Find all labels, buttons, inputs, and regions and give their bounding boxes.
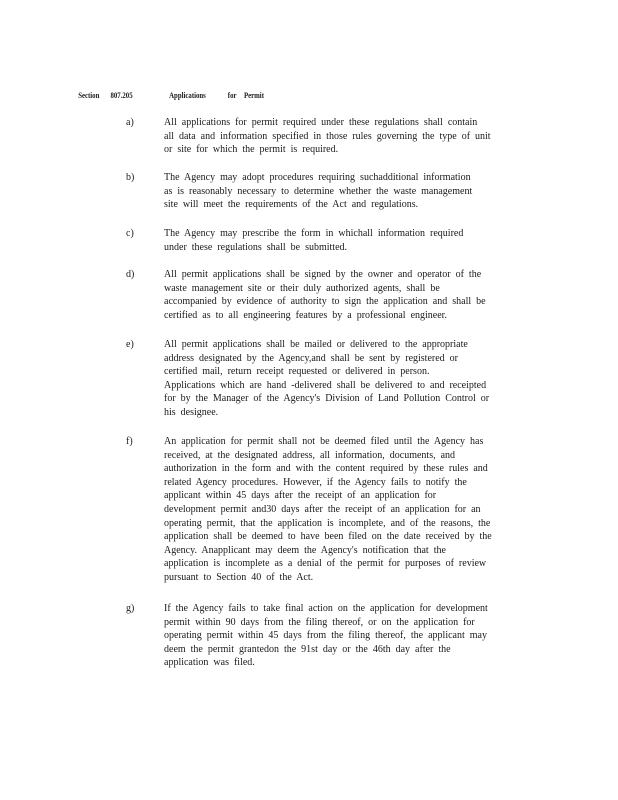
text-line: site will meet the requirements of the Act and regulations.	[164, 199, 419, 211]
text-line: related Agency procedures. However, if the Agency fails to notify the	[164, 476, 467, 488]
text-line: All permit applications shall be signed by the owner and operator of the	[164, 269, 482, 280]
subsection-label: e)	[126, 339, 134, 350]
text-line: An application for permit shall not be deemed filed until the Agency has	[164, 436, 484, 447]
text-line: received, at the designated address, all information, documents, and	[164, 449, 456, 461]
section-number: 807.205	[110, 91, 133, 100]
section-title-word: Applications	[169, 91, 206, 100]
subsection-text	[164, 227, 524, 254]
text-line: All applications for permit required under these regulations shall contain	[164, 117, 478, 128]
text-line: waste management site or their duly authorized agents, shall be	[164, 282, 440, 294]
text-line: Agency. Anapplicant may deem the Agency's notification that the	[164, 544, 446, 556]
text-line: application is incomplete as a denial of the permit for purposes of review	[164, 558, 487, 570]
text-line: operating permit, that the application is incomplete, and of the reasons, the	[164, 517, 491, 529]
text-line: certified mail, return receipt requested or delivered in person.	[164, 366, 430, 378]
text-line: applicant within 45 days after the receipt of an application for	[164, 490, 437, 502]
subsection-label: d)	[126, 269, 135, 280]
subsection-text	[164, 602, 524, 670]
text-line: application was filed.	[164, 657, 255, 669]
subsection-text	[164, 338, 524, 420]
subsection-label: a)	[126, 117, 134, 128]
subsection-label: b)	[126, 172, 135, 183]
subsection-text	[164, 268, 524, 322]
text-line: operating permit within 45 days from the filing thereof, the applicant may	[164, 630, 487, 642]
text-line: under these regulations shall be submitted.	[164, 241, 348, 253]
section-title-word: Permit	[243, 91, 264, 100]
subsection-text	[164, 116, 524, 157]
text-line: as is reasonably necessary to determine whether the waste management	[164, 185, 473, 197]
subsection-label: f)	[126, 436, 133, 447]
text-line: address designated by the Agency,and shall be sent by registered or	[164, 352, 458, 364]
text-line: his designee.	[164, 406, 219, 418]
text-line: If the Agency fails to take final action on the application for development	[164, 603, 488, 614]
text-line: certified as to all engineering features by a professional engineer.	[164, 309, 447, 321]
text-line: permit within 90 days from the filing thereof, or on the application for	[164, 616, 475, 628]
text-line: pursuant to Section 40 of the Act.	[164, 571, 314, 583]
subsection-label: g)	[126, 603, 135, 614]
subsection-label: c)	[126, 228, 134, 239]
section-title-word: for	[227, 91, 237, 100]
subsection-text	[164, 435, 524, 585]
text-line: Applications which are hand -delivered shall be delivered to and receipted	[164, 379, 487, 391]
subsection-text	[164, 171, 524, 212]
text-line: deem the permit grantedon the 91st day or the 46th day after the	[164, 643, 451, 655]
text-line: for by the Manager of the Agency's Division of Land Pollution Control or	[164, 393, 490, 405]
text-line: all data and information specified in those rules governing the type of unit	[164, 130, 491, 142]
text-line: application shall be deemed to have been filed on the date received by the	[164, 531, 492, 543]
text-line: development permit and30 days after the receipt of an application for an	[164, 503, 481, 515]
text-line: All permit applications shall be mailed or delivered to the appropriate	[164, 339, 468, 350]
text-line: The Agency may adopt procedures requiring suchadditional information	[164, 172, 471, 183]
section-label: Section	[78, 91, 100, 100]
text-line: or site for which the permit is required.	[164, 144, 339, 156]
text-line: authorization in the form and with the content required by these rules and	[164, 463, 488, 475]
text-line: The Agency may prescribe the form in whichall information required	[164, 228, 464, 239]
text-line: accompanied by evidence of authority to sign the application and shall be	[164, 296, 486, 308]
